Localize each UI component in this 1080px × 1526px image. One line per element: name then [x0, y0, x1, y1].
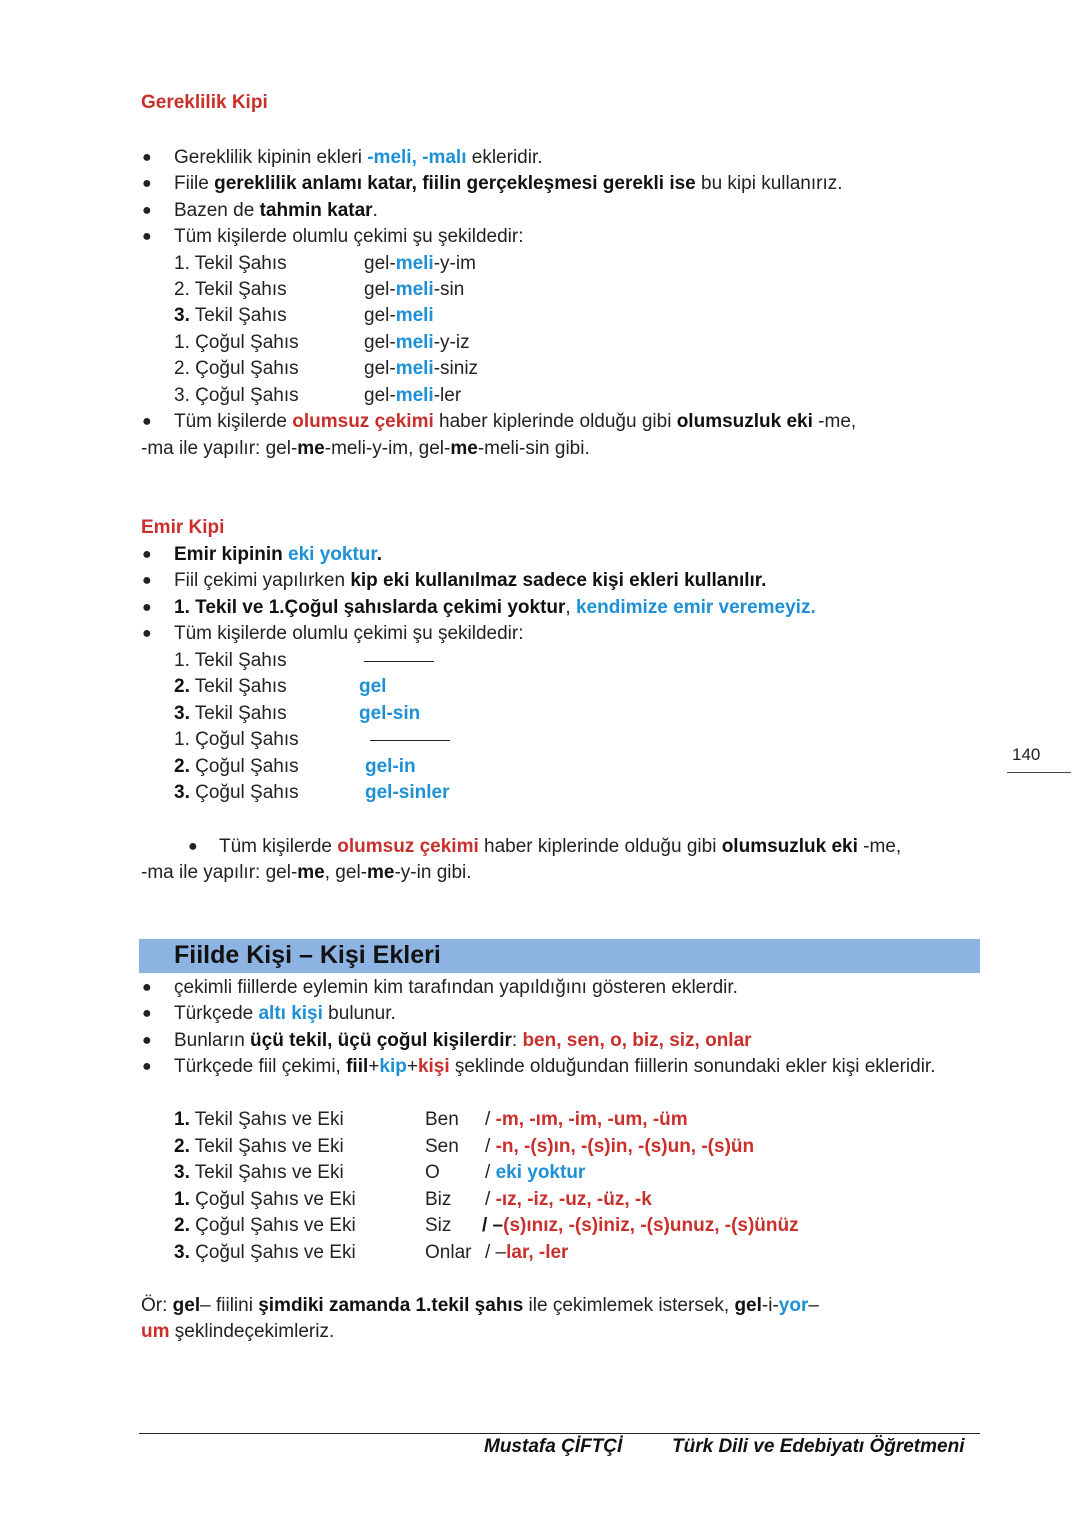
section-heading-kisi: Fiilde Kişi – Kişi Ekleri	[174, 941, 441, 969]
list-item: ● Bazen de tahmin katar.	[142, 200, 378, 221]
example-line: um şeklindeçekimleriz.	[141, 1321, 335, 1342]
conjugation-row: 3. Çoğul Şahıs gel-meli-ler	[174, 385, 462, 406]
list-item: ● Tüm kişilerde olumlu çekimi şu şekildedir:	[142, 623, 524, 644]
conjugation-row: 1. Tekil Şahıs	[0, 648, 1080, 674]
conjugation-row: 2. Çoğul Şahıs gel-meli-siniz	[174, 358, 479, 379]
suffix-row: 1. Tekil Şahıs ve Eki Ben / -m, -ım, -im, -um, -üm	[174, 1109, 688, 1130]
suffix-row: 3. Tekil Şahıs ve Eki O / eki yoktur	[174, 1162, 586, 1183]
list-item: ● Fiil çekimi yapılırken kip eki kullanılmaz sadece kişi ekleri kullanılır.	[142, 570, 767, 591]
conjugation-row: 1. Tekil Şahıs gel-meli-y-im	[174, 253, 476, 274]
conjugation-row: 2. Tekil Şahıs gel	[174, 676, 387, 697]
list-item: ● Gereklilik kipinin ekleri -meli, -malı ekleridir.	[142, 147, 543, 168]
suffix-row: 2. Tekil Şahıs ve Eki Sen / -n, -(s)ın, -(s)in, -(s)un, -(s)ün	[174, 1136, 755, 1157]
conjugation-row: 1. Çoğul Şahıs	[0, 727, 1080, 753]
suffix-row: 2. Çoğul Şahıs ve Eki Siz / –(s)ınız, -(s)iniz, -(s)unuz, -(s)ünüz	[174, 1215, 799, 1236]
footer-author: Mustafa ÇİFTÇİ	[484, 1436, 623, 1457]
list-item: ● Tüm kişilerde olumlu çekimi şu şekildedir:	[142, 226, 524, 247]
list-item: ● Türkçede fiil çekimi, fiil+kip+kişi şeklinde olduğundan fiillerin sonundaki ekler kişi ekleridir.	[142, 1056, 936, 1077]
list-item: ● Emir kipinin eki yoktur.	[142, 544, 383, 565]
empty-form-dash	[364, 661, 434, 662]
suffix-row: 1. Çoğul Şahıs ve Eki Biz / -ız, -iz, -uz, -üz, -k	[174, 1189, 652, 1210]
conjugation-row: 1. Çoğul Şahıs gel-meli-y-iz	[174, 332, 470, 353]
section-title-emir: Emir Kipi	[141, 517, 225, 538]
conjugation-row: 3. Tekil Şahıs gel-sin	[174, 703, 421, 724]
list-item: ● 1. Tekil ve 1.Çoğul şahıslarda çekimi yoktur, kendimize emir veremeyiz.	[142, 597, 816, 618]
footer-role: Türk Dili ve Edebiyatı Öğretmeni	[672, 1436, 965, 1457]
conjugation-row: 2. Çoğul Şahıs gel-in	[174, 756, 416, 777]
list-item: ● Türkçede altı kişi bulunur.	[142, 1003, 396, 1024]
suffix-row: 3. Çoğul Şahıs ve Eki Onlar / –lar, -ler	[174, 1242, 569, 1263]
list-item: ● çekimli fiillerde eylemin kim tarafından yapıldığını gösteren eklerdir.	[142, 977, 738, 998]
section-title-gereklilik: Gereklilik Kipi	[141, 92, 268, 113]
page-number-underline	[1007, 772, 1071, 773]
conjugation-row: 2. Tekil Şahıs gel-meli-sin	[174, 279, 465, 300]
paragraph-continuation: -ma ile yapılır: gel-me-meli-y-im, gel-me-meli-sin gibi.	[141, 438, 590, 459]
page-number: 140	[1012, 745, 1041, 764]
empty-form-dash	[370, 740, 450, 741]
list-item: ● Tüm kişilerde olumsuz çekimi haber kiplerinde olduğu gibi olumsuzluk eki -me,	[188, 836, 902, 857]
list-item: ● Bunların üçü tekil, üçü çoğul kişilerdir: ben, sen, o, biz, siz, onlar	[142, 1030, 752, 1051]
example-line: Ör: gel– fiilini şimdiki zamanda 1.tekil şahıs ile çekimlemek istersek, gel-i-yor–	[141, 1295, 819, 1316]
conjugation-row: 3. Tekil Şahıs gel-meli	[174, 305, 434, 326]
conjugation-row: 3. Çoğul Şahıs gel-sinler	[174, 782, 450, 803]
list-item: ● Fiile gereklilik anlamı katar, fiilin gerçekleşmesi gerekli ise bu kipi kullanırız.	[142, 173, 843, 194]
footer-rule	[139, 1433, 980, 1434]
list-item: ● Tüm kişilerde olumsuz çekimi haber kiplerinde olduğu gibi olumsuzluk eki -me,	[142, 411, 857, 432]
paragraph-continuation: -ma ile yapılır: gel-me, gel-me-y-in gibi.	[141, 862, 472, 883]
